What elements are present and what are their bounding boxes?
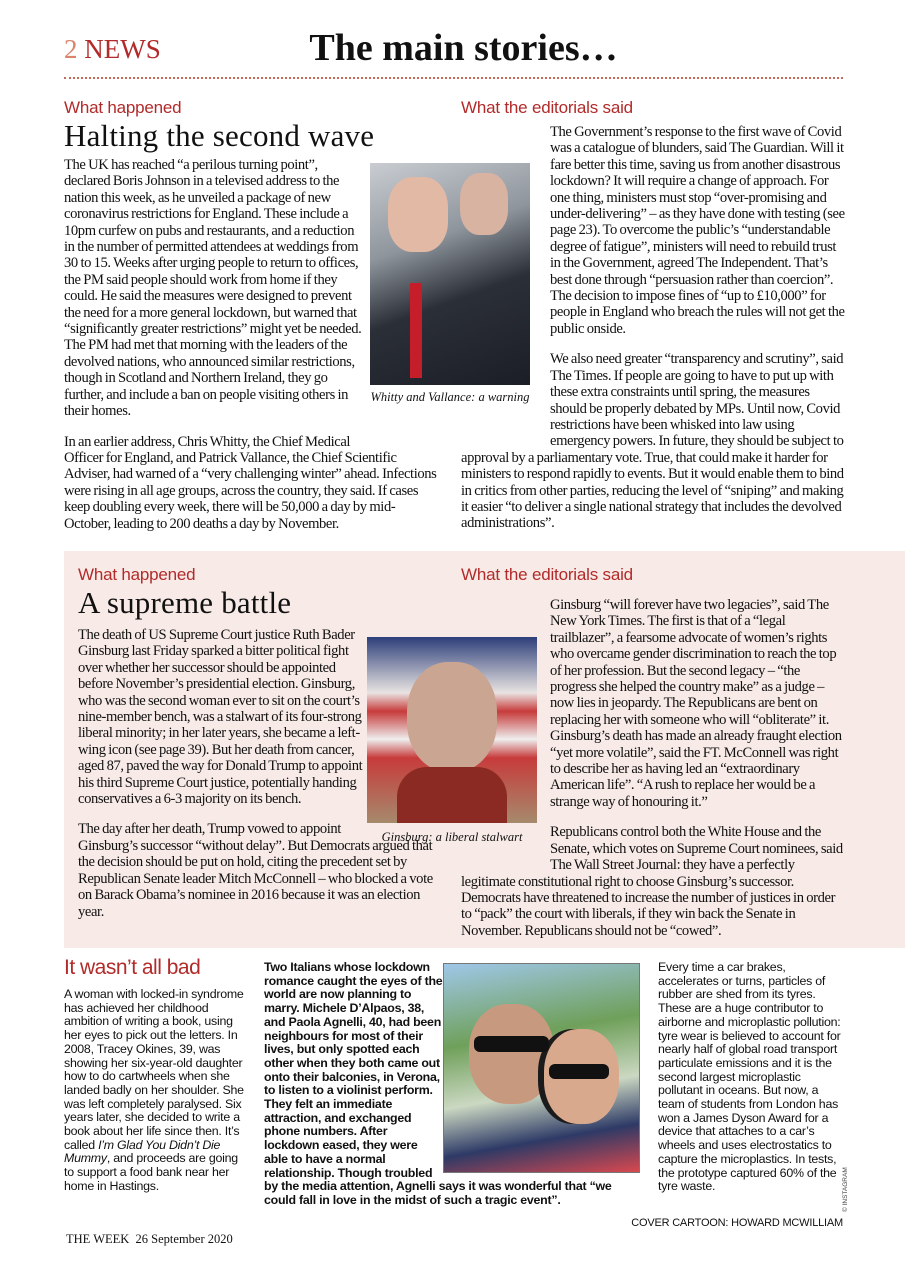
photo-caption: Ginsburg: a liberal stalwart (381, 830, 523, 844)
story2-editorial-body (461, 597, 845, 939)
text: A woman with locked-in syndrome has achieved her childhood ambition of writing a book, using her eyes to pick out the letters. In 2008, Tracey Okines, 39, was showing her six-year-old daughter how to do cartwheels when she landed badly on her shoulder. She was left completely paralysed. Six years later, she decided to write a book about her life since then. It’s called (64, 987, 244, 1152)
story1-headline: Halting the second wave (64, 118, 375, 153)
cover-credit: COVER CARTOON: HOWARD MCWILLIAM (631, 1217, 843, 1229)
story2-body (78, 627, 440, 920)
book-title: I’m Glad You Didn’t Die Mummy (64, 1137, 221, 1166)
story2-editorial-kicker: What the editorials said (461, 565, 633, 584)
good-news-item-3: Every time a car brakes, accelerates or turns, particles of rubber are shed from its tyres. These are a huge contributor to airborne and microplastic pollution: tyre wear is believed to account for nearly half of global road transport particulate emissions and it is the second largest microplastic pollutant in oceans. But now, a team of students from London has won a James Dyson Award for a device that attaches to a car’s wheels and uses electrostatics to capture the microplastics. In tests, the prototype captured 60% of the tyre waste. (658, 960, 841, 1194)
paragraph: We also need greater “transparency and scrutiny”, said The Times. If people are going to have to put up with these extra constraints until spring, the measures should be properly debated by MPs. Until now, Covid restrictions have been whisked into law using emergency powers. In future, they should be subject to approval by a parliamentary vote. True, that could make it harder for ministers to respond rapidly to events. But it would enable them to bind in critics from other parties, reducing the level of “sniping” and making it easier “to deliver a single national strategy that includes the devolved administrations”. (461, 351, 844, 532)
story1-kicker: What happened (64, 98, 182, 117)
story1-body (64, 157, 440, 532)
story1-editorial-body (461, 124, 845, 532)
issue-date: 26 September 2020 (135, 1232, 233, 1246)
story2-headline: A supreme battle (78, 585, 292, 620)
page-title: The main stories… (309, 27, 618, 69)
paragraph: The Government’s response to the first wave of Covid was a catalogue of blunders, said The Guardian. Will it fare better this time, saving us from another disastrous lockdown? It will require a change of approach. For one thing, ministers must stop “over-promising and under-delivering” – as they have done with testing (see page 23). To overcome the public’s “understandable degree of fatigue”, ministers will need to rebuild trust in the Government, agreed The Independent. That’s best done through “persuasion rather than coercion”. The decision to impose fines of “up to £10,000” for people in England who breach the rules will not get the public onside. (550, 124, 845, 337)
photo-credit: © INSTAGRAM (842, 1167, 849, 1212)
text: Two Italians whose lockdown romance caught the eyes of the world are now planning to marry. Michele D’Alpaos, 38, and Paola Agnelli, 40, had been neighbours for most of their lives, but only spotted each other when they both came out onto their balconies, in Verona, to listen to a violinist perform. They felt an immediate attraction, and exchanged phone numbers. After lockdown eased, they were able to have a normal relationship. Though troubled by the media attention, Agnelli says it was wonderful that “we could fall in love in the midst of such a tragic event”. (264, 960, 612, 1207)
story2-kicker: What happened (78, 565, 196, 584)
divider (64, 77, 843, 79)
section-name: NEWS (84, 34, 161, 64)
good-news-item-2 (264, 961, 644, 1208)
good-news-item-1 (64, 988, 246, 1194)
paragraph: Ginsburg “will forever have two legacies”, said The New York Times. The first is that of a “legal trailblazer”, a fearsome advocate of women’s rights who overcame gender discrimination to reach the top of her profession. But the second legacy – “the progress she helped the country make” as a judge – now lies in jeopardy. The Republicans are bent on replacing her with someone who will “obliterate” it. Ginsburg’s death has made an already fraught election “yet more volatile”, said the FT. McConnell was right to describe her as having led an “extraordinary American life”. “A rush to replace her would be a strange way of honouring it.” (550, 597, 842, 810)
paragraph: The death of US Supreme Court justice Ruth Bader Ginsburg last Friday sparked a bitter political fight over whether her successor should be appointed before November’s presidential election. Ginsburg, who was the second woman ever to sit on the court’s nine-member bench, was a stalwart of its four-strong liberal minority; in her later years, she became a left-wing icon (see page 39). But her death from cancer, aged 87, paved the way for Donald Trump to appoint his third Supreme Court justice, potentially handing conservatives a 6-3 majority on its bench. (78, 627, 363, 808)
good-news-heading: It wasn’t all bad (64, 956, 201, 979)
paragraph: The UK has reached “a perilous turning point”, declared Boris Johnson in a televised address to the nation this week, as he unveiled a package of new coronavirus restrictions for England. These include a 10pm curfew on pubs and restaurants, and a reduction in the number of permitted attendees at weddings from 30 to 15. Weeks after urging people to return to offices, the PM said people should work from home if they could. He said the measures were designed to prevent the need for a more general lockdown, but warned that “significantly greater restrictions” might yet be needed. The PM had met that morning with the leaders of the devolved nations, who announced similar restrictions, though in Scotland and Northern Ireland, they go further, and include a ban on people visiting others in their homes. (64, 157, 362, 420)
paragraph: The day after her death, Trump vowed to appoint Ginsburg’s successor “without delay”. But Democrats argued that the decision should be put on hold, citing the precedent set by Republican Senate leader Mitch McConnell – who blocked a vote on Barack Obama’s nominee in 2016 because it was an election year. (78, 821, 433, 920)
story1-editorial-kicker: What the editorials said (461, 98, 633, 117)
paragraph: Republicans control both the White House and the Senate, which votes on Supreme Court nominees, said The Wall Street Journal: they have a perfectly legitimate constitutional right to choose Ginsburg’s successor. Democrats have threatened to increase the number of justices in order to “pack” the court with liberals, if they win back the Senate in November. Republicans should not be “cowed”. (461, 824, 843, 939)
paragraph: In an earlier address, Chris Whitty, the Chief Medical Officer for England, and Patrick Vallance, the Chief Scientific Adviser, had warned of a “very challenging winter” ahead. Infections were rising in all age groups, across the country, they said. If cases keep doubling every week, there will be 50,000 a day by mid-October, leading to 200 deaths a day by November. (64, 433, 437, 532)
photo-caption: Whitty and Vallance: a warning (370, 390, 530, 404)
text: , and proceeds are going to support a food bank near her home in Hastings. (64, 1151, 238, 1193)
footer (66, 1232, 233, 1247)
page-number: 2 (64, 34, 78, 64)
publication-name: THE WEEK (66, 1232, 130, 1246)
